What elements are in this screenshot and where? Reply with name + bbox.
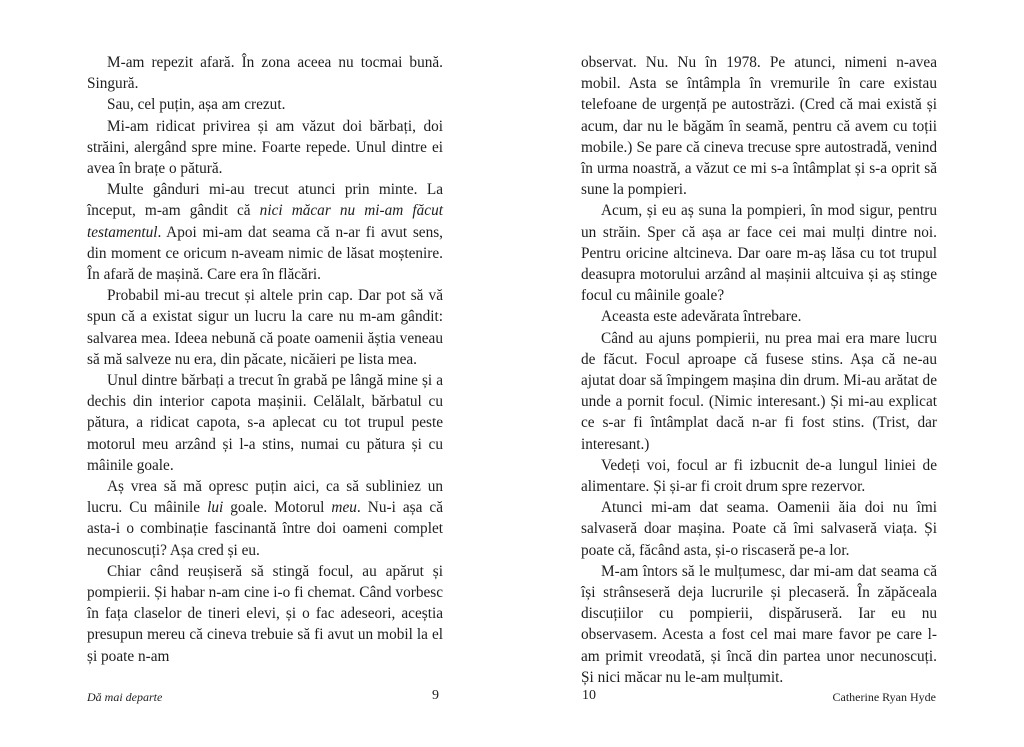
paragraph: Unul dintre bărbați a trecut în grabă pe lângă mine și a dechis din interior capota mașinii. Celălalt, bărbatul cu pătura, a ridicat capota, s-a aplecat cu tot trupul peste motorul meu arzând și l-a stins, numai cu pătura și cu mâinile goale. xyxy=(87,372,443,474)
paragraph xyxy=(87,179,443,285)
paragraph: Acum, și eu aș suna la pompieri, în mod sigur, pentru un străin. Sper că așa ar face cei mai mulți dintre noi. Pentru oricine altcineva. Dar oare m-aș lăsa cu tot trupul deasupra motorului arzând al mașinii altcuiva și aș stinge focul cu mâinile goale? xyxy=(581,202,937,305)
page-number: 10 xyxy=(582,688,596,703)
paragraph: Probabil mi-au trecut și altele prin cap. Dar pot să vă spun că a existat sigur un lucru la care nu m-am gândit: salvarea mea. Ideea nebună că poate oamenii ăștia veneau să mă salveze nu era, din păcate, nicăieri pe lista mea. xyxy=(87,287,443,368)
text-run: goale. Motorul xyxy=(223,499,332,517)
paragraph: M-am repezit afară. În zona aceea nu tocmai bună. Singură. xyxy=(87,54,443,93)
right-page-text xyxy=(581,52,937,688)
paragraph-continued: observat. Nu. Nu în 1978. Pe atunci, nimeni n-avea mobil. Asta se întâmpla în vremurile în care existau telefoane de urgență pe autostrăzi. (Cred că mai există și acum, dar nu le băgăm în seamă, pentru că avem cu toții mobile.) Se pare că cineva trecuse spre autostradă, venind în urma noastră, a văzut ce mi s-a întâmplat și s-a oprit să sune la pompieri. xyxy=(581,54,937,199)
italic-text: nici măcar nu mi-am făcut testamentul xyxy=(87,202,443,241)
paragraph: Când au ajuns pompierii, nu prea mai era mare lucru de făcut. Focul aproape că fusese stins. Așa că ne-au ajutat doar să împingem mașina din drum. Mi-au arătat de unde a pornit focul. (Nimic interesant.) Și mi-au explicat ce s-ar fi întâmplat dacă n-ar fi fost stins. (Trist, dar interesant.) xyxy=(581,329,937,453)
left-page-text xyxy=(87,52,443,667)
text-run: . Nu-i așa că asta-i o combinație fascinantă între doi oameni complet necunoscuți? Așa cred și eu. xyxy=(87,499,443,559)
paragraph: Sau, cel puțin, așa am crezut. xyxy=(107,96,286,114)
paragraph: Vedeți voi, focul ar fi izbucnit de-a lungul liniei de alimentare. Și și-ar fi croit drum spre rezervor. xyxy=(581,456,937,496)
paragraph xyxy=(87,476,443,561)
running-footer-title: Dă mai departe xyxy=(87,690,163,704)
paragraph: Chiar când reușiseră să stingă focul, au apărut și pompierii. Și habar n-am cine i-o fi chemat. Când vorbesc în fața claselor de tineri elevi, și o fac adeseori, aceștia presupun mereu că cineva trebuie să fi avut un mobil la el și poate n-am xyxy=(87,562,443,665)
paragraph: Mi-am ridicat privirea și am văzut doi bărbați, doi străini, alergând spre mine. Foarte repede. Unul dintre ei avea în brațe o pătură. xyxy=(87,117,443,178)
italic-text: meu xyxy=(331,499,357,517)
right-page xyxy=(512,0,1024,747)
running-footer-author: Catherine Ryan Hyde xyxy=(832,690,936,704)
paragraph: Aceasta este adevărata întrebare. xyxy=(601,308,802,326)
text-run: Multe gânduri mi-au trecut atunci prin minte. La început, m-am gândit că xyxy=(87,181,443,220)
paragraph: M-am întors să le mulțumesc, dar mi-am dat seama că își strânseseră deja lucrurile și plecaseră. În zăpăceala discuțiilor cu pompierii, dispăruseră. Iar eu nu observasem. Acesta a fost cel mai mare favor pe care l-am primit vreodată, și încă din partea unor necunoscuți. Și nici măcar nu le-am mulțumit. xyxy=(581,562,937,686)
page-number: 9 xyxy=(432,688,439,703)
italic-text: lui xyxy=(207,499,224,517)
text-run: Aș vrea să mă opresc puțin aici, ca să subliniez un lucru. Cu mâinile xyxy=(87,478,443,517)
paragraph: Atunci mi-am dat seama. Oamenii ăia doi nu îmi salvaseră doar mașina. Poate că îmi salvaseră viața. Și poate că, făcând asta, și-o riscaseră pe-a lor. xyxy=(581,499,937,559)
text-run: . Apoi mi-am dat seama că n-ar fi avut sens, din moment ce oricum n-aveam nimic de lăsat moștenire. În afară de mașină. Care era în flăcări. xyxy=(87,223,443,284)
